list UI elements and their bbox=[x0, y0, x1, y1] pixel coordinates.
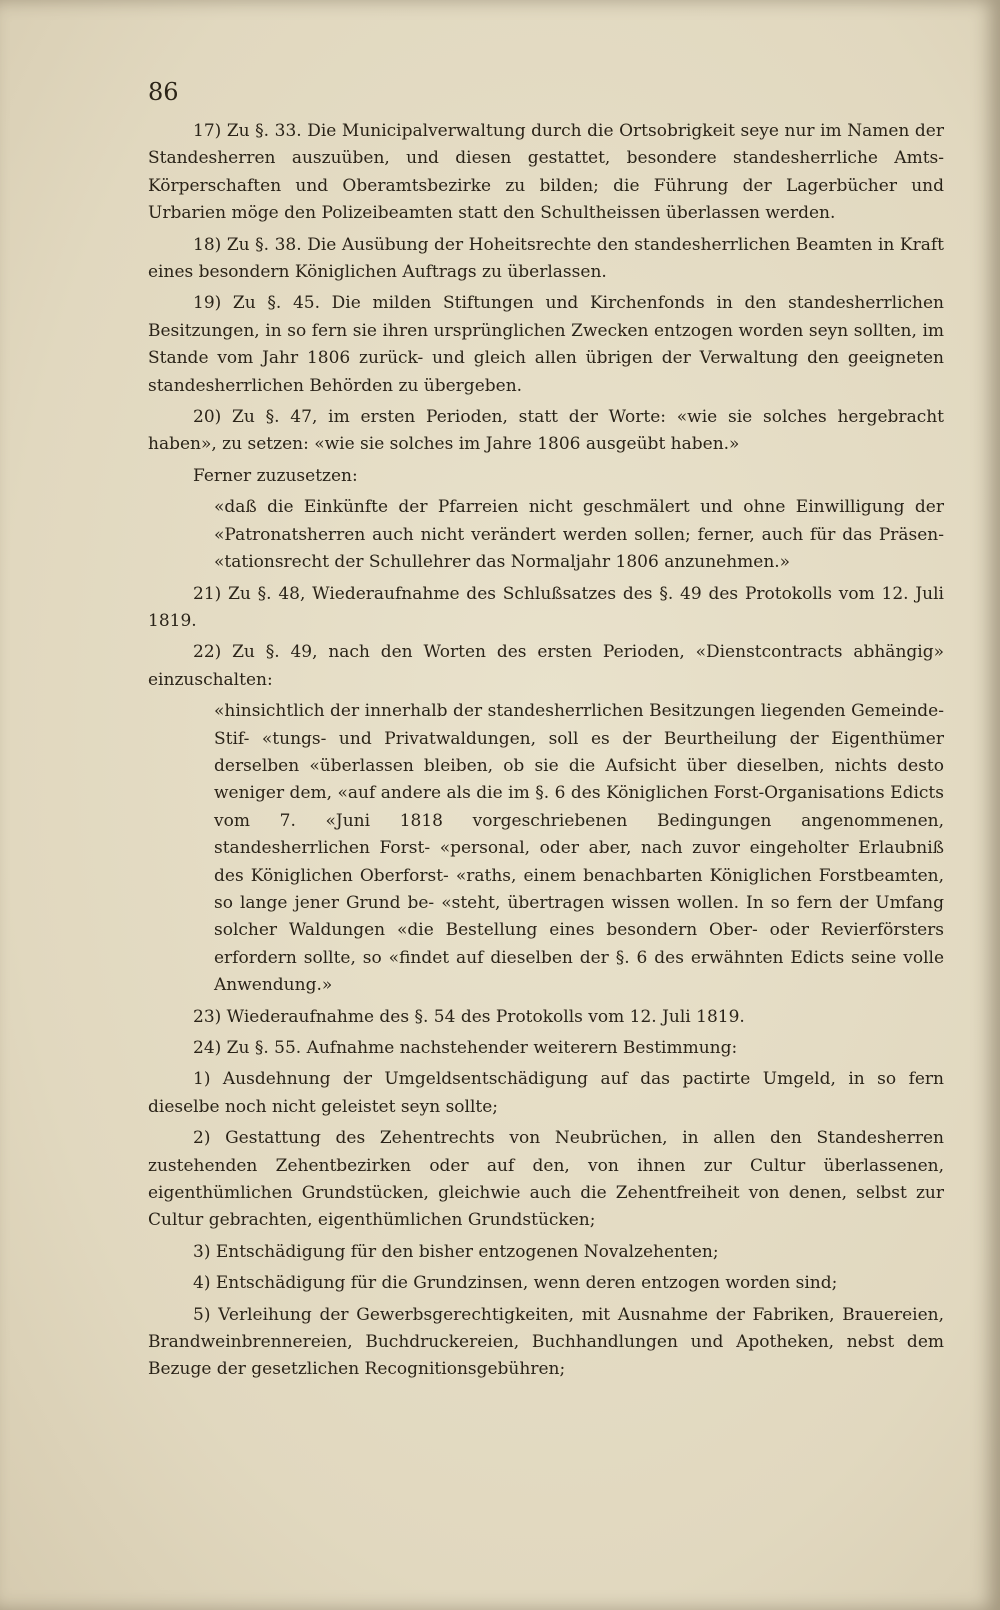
paragraph-20: 20) Zu §. 47, im ersten Perioden, statt der Worte: «wie sie solches hergebracht haben», zu setzen: «wie sie solches im Jahre 1806 ausgeübt haben.» bbox=[148, 407, 944, 455]
quote-waldungen-text: «hinsichtlich der innerhalb der standesherrlichen Besitzungen liegenden Gemeinde-Stif- «tungs- und Privatwaldungen, soll es der Beurtheilung der Eigenthümer derselben «überlassen bleiben, ob sie die Aufsicht über dieselben, nichts desto weniger dem, «auf andere als die im §. 6 des Königlichen Forst-Organisations Edicts vom 7. «Juni 1818 vorgeschriebenen Bedingungen angenommenen, standesherrlichen Forst- «personal, oder aber, nach zuvor eingeholter Erlaubniß des Königlichen Oberforst- «raths, einem benachbarten Königlichen Forstbeamten, so lange jener Grund be- «steht, übertragen wissen wollen. In so fern der Umfang solcher Waldungen «die Bestellung eines besondern Ober- oder Revierförsters erfordern sollte, so «findet auf dieselben der §. 6 des erwähnten Edicts seine volle Anwendung.» bbox=[214, 701, 944, 996]
list-item-1: 1) Ausdehnung der Umgeldsentschädigung auf das pactirte Umgeld, in so fern dieselbe noch nicht geleistet seyn sollte; bbox=[148, 1069, 944, 1117]
paragraph-24: 24) Zu §. 55. Aufnahme nachstehender weiterern Bestimmung: bbox=[193, 1038, 738, 1058]
quote-waldungen bbox=[148, 698, 944, 999]
page-body bbox=[148, 118, 944, 1388]
list-item-2: 2) Gestattung des Zehentrechts von Neubrüchen, in allen den Standesherren zustehenden Zehentbezirken oder auf den, von ihnen zur Cultur überlassenen, eigenthümlichen Grundstücken, gleichwie auch die Zehentfreiheit von denen, selbst zur Cultur gebrachten, eigenthümlichen Grundstücken; bbox=[148, 1128, 944, 1231]
page-number: 86 bbox=[148, 78, 179, 106]
quote-pfarreien bbox=[148, 494, 944, 576]
paragraph-17: 17) Zu §. 33. Die Municipalverwaltung durch die Ortsobrigkeit seye nur im Namen der Standesherren auszuüben, und diesen gestattet, besondere standesherrliche Amts-Körperschaften und Oberamtsbezirke zu bilden; die Führung der Lagerbücher und Urbarien möge den Polizeibeamten statt den Schultheissen überlassen werden. bbox=[148, 121, 944, 224]
list-item-5: 5) Verleihung der Gewerbsgerechtigkeiten, mit Ausnahme der Fabriken, Brauereien, Brandweinbrennereien, Buchdruckereien, Buchhandlungen und Apotheken, nebst dem Bezuge der gesetzlichen Recognitionsgebühren; bbox=[148, 1304, 944, 1380]
paragraph-20-addition: Ferner zuzusetzen: bbox=[193, 465, 358, 486]
list-item-3: 3) Entschädigung für den bisher entzogenen Novalzehenten; bbox=[193, 1241, 719, 1262]
paragraph-19: 19) Zu §. 45. Die milden Stiftungen und Kirchenfonds in den standesherrlichen Besitzungen, in so fern sie ihren ursprünglichen Zwecken entzogen worden seyn sollten, im Stande vom Jahr 1806 zurück- und gleich allen übrigen der Verwaltung den geeigneten standesherrlichen Behörden zu übergeben. bbox=[148, 293, 944, 396]
paragraph-23: 23) Wiederaufnahme des §. 54 des Protokolls vom 12. Juli 1819. bbox=[193, 1006, 745, 1027]
quote-pfarreien-text: «daß die Einkünfte der Pfarreien nicht geschmälert und ohne Einwilligung der «Patronatsherren auch nicht verändert werden sollen; ferner, auch für das Präsen- «tationsrecht der Schullehrer das Normaljahr 1806 anzunehmen.» bbox=[214, 497, 944, 573]
paragraph-18: 18) Zu §. 38. Die Ausübung der Hoheitsrechte den standesherrlichen Beamten in Kraft eines besondern Königlichen Auftrags zu überlassen. bbox=[148, 234, 944, 283]
paragraph-21: 21) Zu §. 48, Wiederaufnahme des Schlußsatzes des §. 49 des Protokolls vom 12. Juli 1819. bbox=[148, 583, 944, 631]
list-item-4: 4) Entschädigung für die Grundzinsen, wenn deren entzogen worden sind; bbox=[193, 1273, 838, 1294]
paragraph-22: 22) Zu §. 49, nach den Worten des ersten Perioden, «Dienstcontracts abhängig» einzuschalten: bbox=[148, 642, 944, 690]
